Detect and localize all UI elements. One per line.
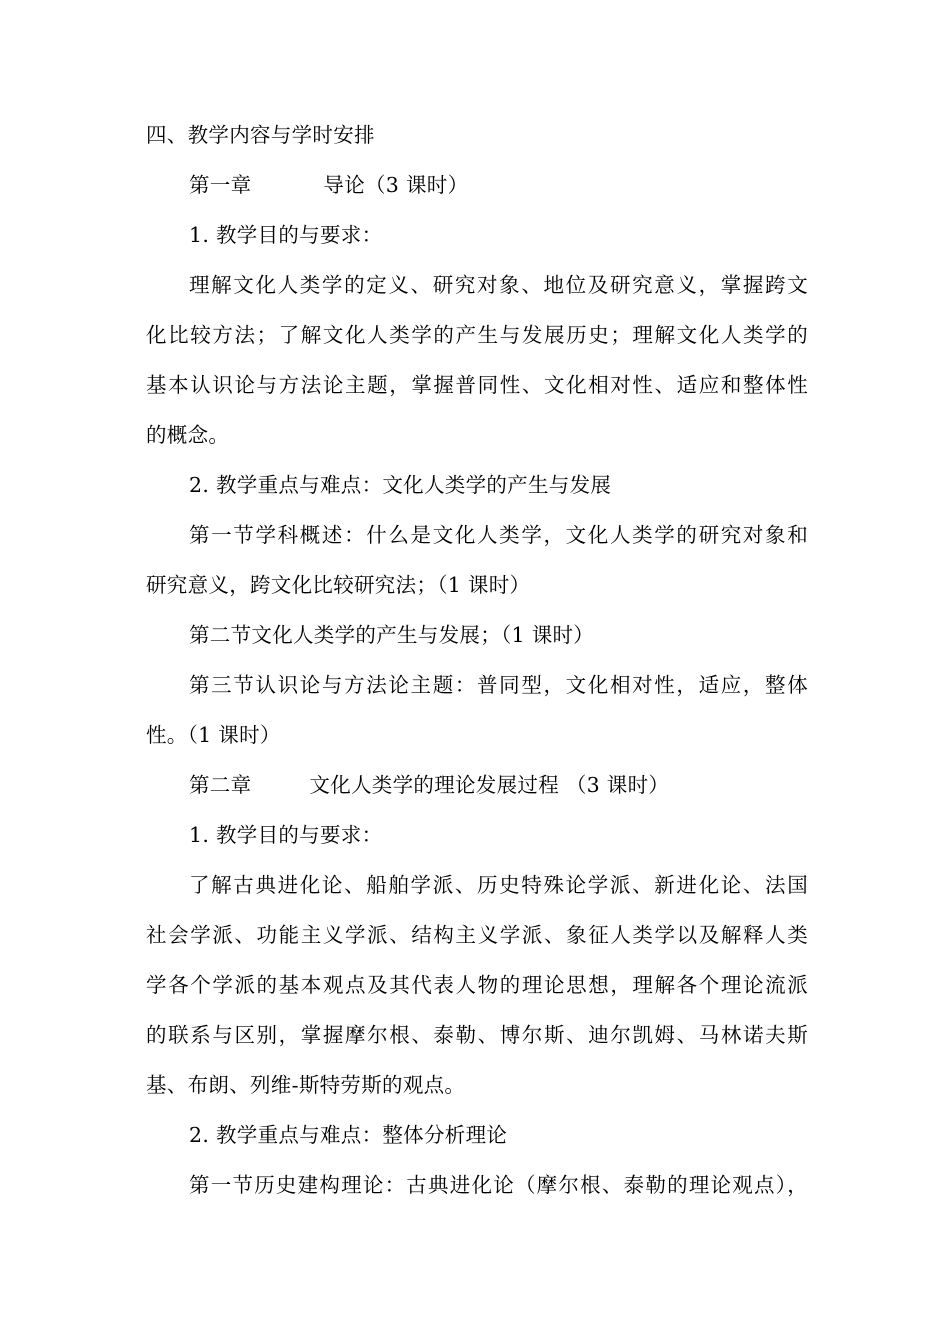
chapter-2-title: 文化人类学的理论发展过程 （3 课时） [309,773,670,797]
chapter-2-objectives-line: 社会学派、功能主义学派、结构主义学派、象征人类学以及解释人类 [146,923,808,947]
chapter-1-objectives-line: 基本认识论与方法论主题，掌握普同性、文化相对性、适应和整体性 [146,373,808,397]
chapter-1-section-3-cont: 性。（1 课时） [146,723,281,747]
chapter-1-section-3: 第三节认识论与方法论主题：普同型，文化相对性，适应，整体 [189,673,808,697]
chapter-2-key-points: 2. 教学重点与难点：整体分析理论 [189,1123,508,1147]
chapter-1-heading [189,170,808,200]
chapter-2-objectives-line: 的联系与区别，掌握摩尔根、泰勒、博尔斯、迪尔凯姆、马林诺夫斯 [146,1023,808,1047]
chapter-2-objectives-line: 学各个学派的基本观点及其代表人物的理论思想，理解各个理论流派 [146,973,808,997]
chapter-1-objectives-heading: 1. 教学目的与要求： [189,223,383,247]
chapter-2-objectives-line: 基、布朗、列维-斯特劳斯的观点。 [146,1073,466,1097]
chapter-1-title: 导论（3 课时） [323,173,469,197]
chapter-1-objectives-line: 理解文化人类学的定义、研究对象、地位及研究意义，掌握跨文 [189,273,808,297]
chapter-1-label: 第一章 [189,173,252,197]
section-heading: 四、教学内容与学时安排 [146,123,375,147]
chapter-2-heading [189,770,808,800]
chapter-1-section-1-cont: 研究意义，跨文化比较研究法；（1 课时） [146,573,531,597]
chapter-1-section-2: 第二节文化人类学的产生与发展；（1 课时） [189,623,595,647]
chapter-2-objectives-heading: 1. 教学目的与要求： [189,823,383,847]
chapter-2-label: 第二章 [189,773,252,797]
chapter-2-objectives-line: 了解古典进化论、船舶学派、历史特殊论学派、新进化论、法国 [189,873,808,897]
chapter-2-section-1: 第一节历史建构理论：古典进化论（摩尔根、泰勒的理论观点）， [189,1173,808,1197]
chapter-1-objectives-line: 的概念。 [146,423,230,447]
chapter-1-objectives-line: 化比较方法；了解文化人类学的产生与发展历史；理解文化人类学的 [146,323,808,347]
chapter-1-section-1: 第一节学科概述：什么是文化人类学，文化人类学的研究对象和 [189,523,808,547]
chapter-1-key-points: 2. 教学重点与难点：文化人类学的产生与发展 [189,473,612,497]
